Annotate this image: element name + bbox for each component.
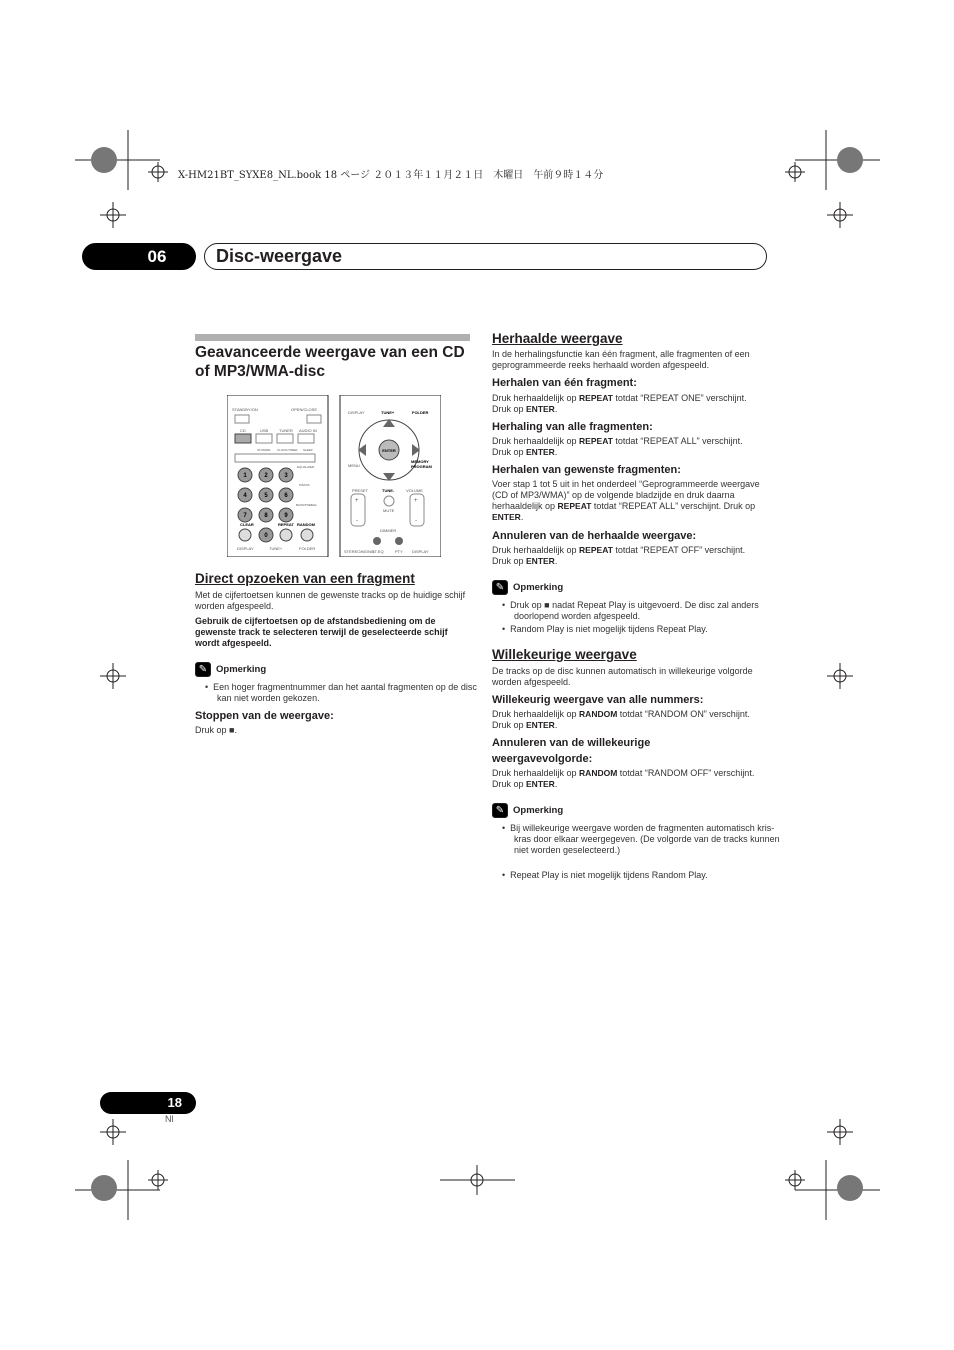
random-cancel-heading: Annuleren van de willekeurige weergavevolgorde: [492, 737, 651, 765]
direct-search-heading: Direct opzoeken van een fragment [195, 571, 415, 586]
remote-digit: 0 [264, 533, 268, 539]
remote-label: DISPLAY [348, 410, 365, 415]
note-bullet: • Repeat Play is niet mogelijk tijdens Random Play. [502, 870, 708, 880]
remote-label: - [356, 518, 358, 524]
note-label: Opmerking [513, 582, 564, 593]
remote-digit: 5 [264, 493, 268, 499]
remote-digit: 3 [284, 473, 288, 479]
random-heading: Willekeurige weergave [492, 647, 637, 662]
note-bullet: • Random Play is niet mogelijk tijdens Repeat Play. [502, 624, 708, 634]
book-header: X-HM21BT_SYXE8_NL.book 18 ページ ２０１３年１１月２１日 木曜日 午前９時１４分 [178, 170, 604, 181]
remote-control-illustration [227, 395, 441, 557]
note-icon: ✎ [492, 580, 508, 595]
remote-digit: 8 [264, 513, 268, 519]
remote-label: REPEAT [278, 522, 294, 527]
remote-label: + [355, 498, 359, 504]
repeat-cancel-text: Druk herhaaldelijk op REPEAT totdat “REPEAT OFF” verschijnt. Druk op ENTER. [492, 545, 746, 566]
note-bullet: • Druk op ■ nadat Repeat Play is uitgevoerd. De disc zal anders doorlopend worden afgespeeld. [502, 600, 759, 621]
remote-label: OPEN/CLOSE [291, 407, 318, 412]
remote-label: - [415, 518, 417, 524]
remote-label: VOLUME [406, 488, 423, 493]
remote-label: AUDIO IN [299, 428, 317, 433]
note-label: Opmerking [216, 664, 267, 675]
page-number: 18 [167, 1095, 182, 1110]
note-bullet: • Een hoger fragmentnummer dan het aantal fragmenten op de disc kan niet worden gekozen. [205, 682, 477, 703]
random-intro: De tracks op de disc kunnen automatisch in willekeurige volgorde worden afgespeeld. [492, 666, 753, 687]
section-title: Geavanceerde weergave van een CD of MP3/WMA-disc [195, 344, 465, 380]
repeat-program-text: Voer stap 1 tot 5 uit in het onderdeel “Geprogrammeerde weergave (CD of MP3/WMA)” op de volgende bladzijde en druk daarna herhaaldelijk op REPEAT totdat “REPEAT ALL” verschijnt. Druk op ENTER. [492, 479, 760, 522]
stop-text: Druk op ■. [195, 725, 237, 735]
remote-label: MUTE [383, 508, 395, 513]
remote-label: MENU [348, 463, 360, 468]
repeat-one-heading: Herhalen van één fragment: [492, 377, 637, 389]
repeat-intro: In de herhalingsfunctie kan één fragment, alle fragmenten of een geprogrammeerde reeks herhaald worden afgespeeld. [492, 349, 750, 370]
repeat-all-heading: Herhaling van alle fragmenten: [492, 421, 653, 433]
remote-label: CD [240, 428, 246, 433]
random-cancel-text: Druk herhaaldelijk op RANDOM totdat “RANDOM OFF” verschijnt. Druk op ENTER. [492, 768, 755, 789]
random-all-heading: Willekeurig weergave van alle nummers: [492, 694, 704, 706]
remote-digit: 2 [264, 473, 268, 479]
remote-label: FOLDER [412, 410, 429, 415]
language-code: Nl [165, 1114, 174, 1124]
remote-label: DISPLAY [412, 549, 429, 554]
note-label: Opmerking [513, 805, 564, 816]
remote-label: BASS/TREBLE [296, 503, 317, 507]
remote-label: P.BASS [299, 483, 310, 487]
remote-label: PROGRAM [411, 464, 432, 469]
direct-search-instruction: Gebruik de cijfertoetsen op de afstandsbediening om de gewenste track te selecteren terwijl de geselecteerde schijf wordt afgespeeld. [195, 616, 448, 648]
remote-label: ST.EQ [372, 549, 384, 554]
repeat-one-text: Druk herhaaldelijk op REPEAT totdat “REPEAT ONE” verschijnt. Druk op ENTER. [492, 393, 747, 414]
repeat-cancel-heading: Annuleren van de herhaalde weergave: [492, 530, 697, 542]
remote-label: USB [260, 428, 269, 433]
remote-digit: 9 [284, 513, 288, 519]
remote-digit: 7 [243, 513, 247, 519]
chapter-title: Disc-weergave [216, 246, 343, 266]
remote-label: EQUALIZER [297, 465, 315, 469]
remote-label: + [414, 498, 418, 504]
remote-label: FOLDER [299, 546, 316, 551]
remote-label: ENTER [382, 448, 396, 453]
direct-search-intro: Met de cijfertoetsen kunnen de gewenste tracks op de huidige schijf worden afgespeeld. [195, 590, 466, 611]
random-all-text: Druk herhaaldelijk op RANDOM totdat “RANDOM ON” verschijnt. Druk op ENTER. [492, 709, 750, 730]
remote-label: PTY [395, 549, 403, 554]
section-bar [195, 334, 470, 341]
remote-label: STANDBY/ON [232, 407, 258, 412]
note-bullet: • Bij willekeurige weergave worden de fragmenten automatisch kris-kras door elkaar weergegeven. (De volgorde van de tracks kunnen niet worden geselecteerd.) [502, 823, 780, 855]
remote-label: TUNE+ [381, 410, 395, 415]
remote-label: TUNER [279, 428, 293, 433]
remote-label: STEREO/MONO [344, 549, 375, 554]
note-icon: ✎ [492, 803, 508, 818]
remote-label: RANDOM [297, 522, 315, 527]
remote-digit: 6 [284, 493, 288, 499]
remote-label: PRESET [352, 488, 369, 493]
repeat-heading: Herhaalde weergave [492, 331, 623, 346]
note-icon: ✎ [195, 662, 211, 677]
repeat-program-heading: Herhalen van gewenste fragmenten: [492, 464, 681, 476]
remote-label: CLEAR [240, 522, 254, 527]
remote-label: ST.MODE [257, 448, 271, 452]
remote-label: SLEEP [303, 448, 313, 452]
repeat-all-text: Druk herhaaldelijk op REPEAT totdat “REPEAT ALL” verschijnt. Druk op ENTER. [492, 436, 743, 457]
remote-digit: 4 [243, 493, 247, 499]
chapter-number: 06 [147, 247, 167, 266]
remote-label: DIMMER [380, 528, 397, 533]
remote-label: CLOCK/TIMER [277, 448, 298, 452]
stop-heading: Stoppen van de weergave: [195, 710, 334, 722]
remote-label: TUNE+ [269, 546, 283, 551]
remote-label: TUNE- [382, 488, 395, 493]
remote-label: MEMORY [411, 459, 429, 464]
remote-label: DISPLAY [237, 546, 254, 551]
remote-digit: 1 [243, 473, 247, 479]
